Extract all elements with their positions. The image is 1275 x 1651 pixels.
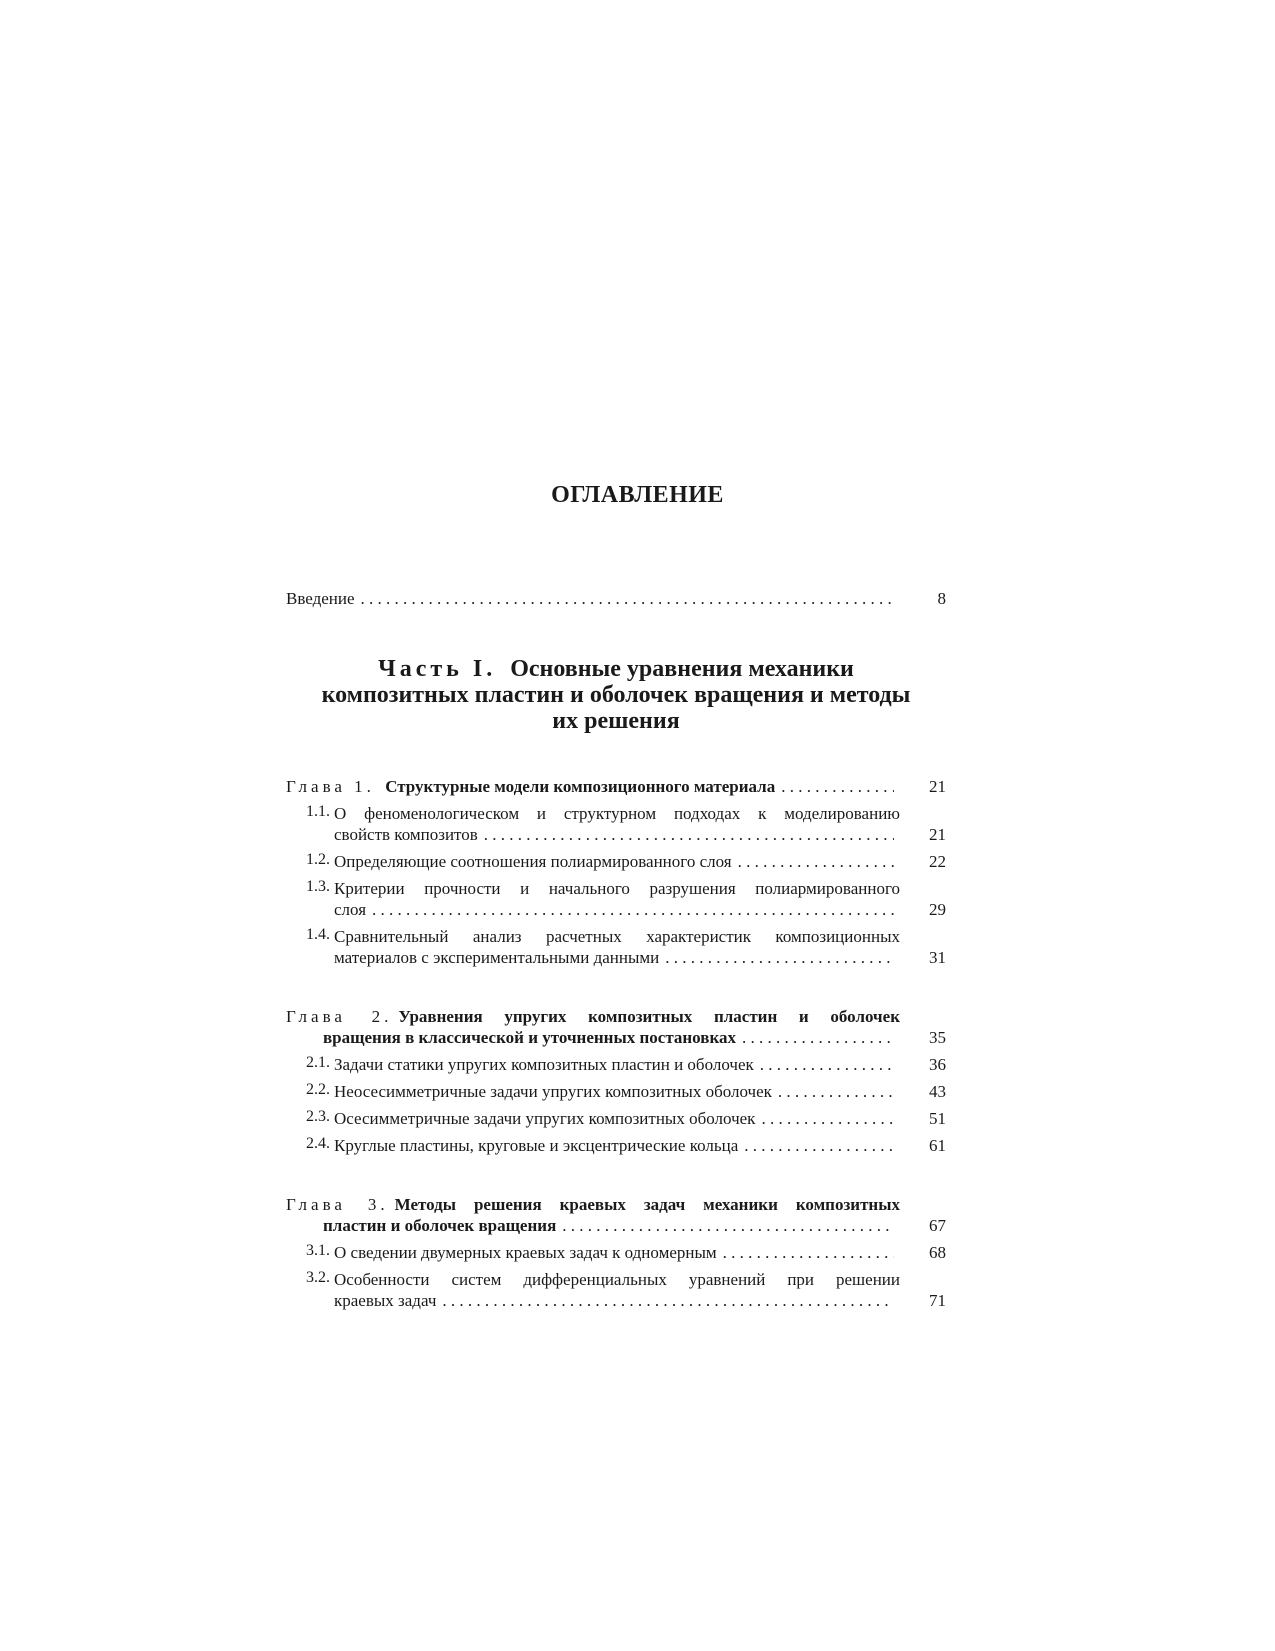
toc-entry-chapter-2[interactable]: [286, 1006, 946, 1048]
leader-dots: [436, 1290, 894, 1311]
leader-dots: [717, 1242, 894, 1263]
leader-dots: [355, 588, 894, 609]
section-title-last: Круглые пластины, круговые и эксцентрические кольца: [334, 1136, 739, 1155]
chapter-page: 67: [929, 1216, 946, 1235]
leader-dots: [478, 824, 894, 845]
toc-title: ОГЛАВЛЕНИЕ: [551, 482, 724, 508]
section-number: 2.2.: [306, 1081, 330, 1098]
toc-entry-section-2-2[interactable]: [286, 1081, 946, 1102]
chapter-label: Глава 2.: [286, 1007, 393, 1026]
chapter-2: [286, 1006, 946, 1156]
part-title: [286, 656, 946, 734]
section-number: 2.1.: [306, 1054, 330, 1071]
section-title-last: свойств композитов: [334, 825, 478, 844]
toc-entry-section-1-1[interactable]: [286, 803, 946, 845]
section-title-last: Неосесимметричные задачи упругих композитных оболочек: [334, 1082, 772, 1101]
section-number: 2.3.: [306, 1108, 330, 1125]
chapter-label: Глава 1.: [286, 777, 375, 796]
toc-entry-chapter-1[interactable]: [286, 776, 946, 797]
toc-entry-section-2-3[interactable]: [286, 1108, 946, 1129]
leader-dots: [366, 899, 894, 920]
chapter-label: Глава 3.: [286, 1195, 389, 1214]
section-page: 36: [929, 1055, 946, 1074]
section-title-last: краевых задач: [334, 1291, 437, 1310]
chapter-title: Методы решения краевых задач механики композитных: [394, 1195, 900, 1214]
part-label: Часть I.: [378, 656, 497, 682]
section-title-line: О феноменологическом и структурном подходах к моделированию: [334, 804, 900, 823]
section-page: 29: [929, 900, 946, 919]
chapter-page: 35: [929, 1028, 946, 1047]
toc-entry-section-2-4[interactable]: [286, 1135, 946, 1156]
section-number: 1.3.: [306, 878, 330, 895]
table-of-contents: [286, 588, 946, 1349]
chapter-page: 21: [929, 777, 946, 796]
section-page: 22: [929, 852, 946, 871]
leader-dots: [738, 1135, 894, 1156]
toc-entry-chapter-3[interactable]: [286, 1194, 946, 1236]
chapter-title-rest: пластин и оболочек вращения: [323, 1216, 557, 1235]
section-page: 43: [929, 1082, 946, 1101]
toc-entry-section-3-1[interactable]: [286, 1242, 946, 1263]
intro-label: Введение: [286, 589, 355, 608]
leader-dots: [732, 851, 894, 872]
section-title-last: слоя: [334, 900, 367, 919]
section-title-last: материалов с экспериментальными данными: [334, 948, 660, 967]
part-title-line2: композитных пластин и оболочек вращения и методы: [321, 682, 911, 708]
leader-dots: [736, 1027, 894, 1048]
leader-dots: [772, 1081, 894, 1102]
leader-dots: [659, 947, 894, 968]
section-number: 3.2.: [306, 1269, 330, 1286]
section-title-last: Задачи статики упругих композитных пластин и оболочек: [334, 1055, 754, 1074]
section-page: 21: [929, 825, 946, 844]
toc-entry-intro[interactable]: [286, 588, 946, 609]
chapter-3: [286, 1194, 946, 1311]
toc-entry-section-1-3[interactable]: [286, 878, 946, 920]
toc-entry-section-1-2[interactable]: [286, 851, 946, 872]
section-page: 31: [929, 948, 946, 967]
section-title-line: Критерии прочности и начального разрушения полиармированного: [334, 879, 900, 898]
section-title-line: Сравнительный анализ расчетных характеристик композиционных: [334, 927, 900, 946]
toc-entry-section-1-4[interactable]: [286, 926, 946, 968]
section-title-last: О сведении двумерных краевых задач к одномерным: [334, 1243, 717, 1262]
section-page: 61: [929, 1136, 946, 1155]
part-title-line3: их решения: [552, 708, 680, 734]
section-title-line: Особенности систем дифференциальных уравнений при решении: [334, 1270, 900, 1289]
chapter-1: [286, 776, 946, 968]
toc-entry-section-2-1[interactable]: [286, 1054, 946, 1075]
part-title-line1: Основные уравнения механики: [510, 656, 854, 682]
chapter-title: Структурные модели композиционного материала: [385, 777, 776, 796]
intro-page: 8: [937, 589, 946, 608]
section-page: 71: [929, 1291, 946, 1310]
leader-dots: [775, 776, 894, 797]
section-number: 1.1.: [306, 803, 330, 820]
section-title-last: Осесимметричные задачи упругих композитных оболочек: [334, 1109, 756, 1128]
section-number: 2.4.: [306, 1135, 330, 1152]
chapter-title-rest: вращения в классической и уточненных постановках: [323, 1028, 736, 1047]
chapter-title: Уравнения упругих композитных пластин и оболочек: [398, 1007, 900, 1026]
section-number: 1.2.: [306, 851, 330, 868]
section-page: 68: [929, 1243, 946, 1262]
section-page: 51: [929, 1109, 946, 1128]
leader-dots: [556, 1215, 894, 1236]
section-title-last: Определяющие соотношения полиармированного слоя: [334, 852, 732, 871]
section-number: 3.1.: [306, 1242, 330, 1259]
section-number: 1.4.: [306, 926, 330, 943]
leader-dots: [755, 1108, 894, 1129]
toc-entry-section-3-2[interactable]: [286, 1269, 946, 1311]
leader-dots: [754, 1054, 894, 1075]
